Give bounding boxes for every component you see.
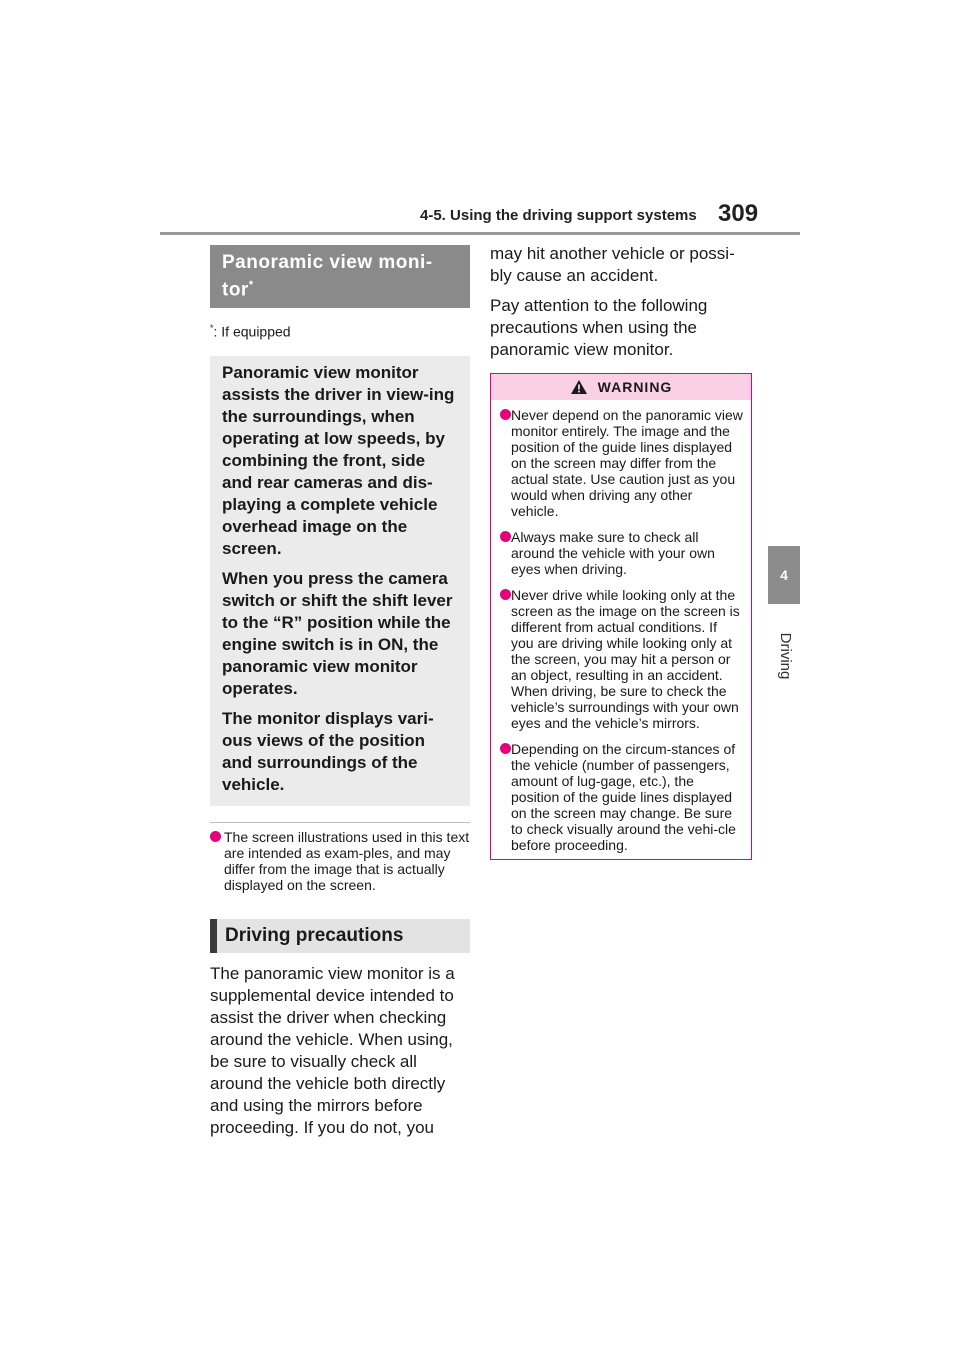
header-divider [160, 232, 800, 235]
footnote-mark: * [210, 323, 214, 334]
note-item [210, 829, 470, 893]
bullet-icon [500, 743, 511, 754]
chapter-label: Driving [777, 632, 794, 680]
section-title: 4-5. Using the driving support systems [420, 207, 697, 224]
body-paragraph: may hit another vehicle or possi-bly cause an accident. [490, 244, 735, 285]
warning-title: WARNING [597, 379, 673, 395]
summary-box [210, 356, 470, 806]
body-paragraph: Pay attention to the following precautions when using the panoramic view monitor. [490, 296, 708, 359]
summary-paragraph: When you press the camera switch or shift the shift lever to the “R” position while the engine switch is in ON, the panoramic view monitor operates. [222, 568, 453, 698]
heading-asterisk: * [248, 279, 254, 291]
warning-list [491, 400, 751, 859]
bullet-icon [500, 409, 511, 420]
warning-text: Never drive while looking only at the screen as the image on the screen is different from actual conditions. If you are driving while looking only at the screen, you may hit a person or an object, resulting in an accident. When driving, be sure to check the vehicle’s surroundings with your own eyes and the vehicle’s mirrors. [511, 587, 740, 731]
note-divider [210, 822, 470, 823]
warning-item [501, 741, 743, 853]
warning-text: Never depend on the panoramic view monitor entirely. The image and the position of the guide lines displayed on the screen may differ from the actual state. Use caution just as you would when driving any other vehicle. [511, 407, 743, 519]
footnote [210, 320, 470, 340]
right-column [490, 243, 752, 860]
section-heading-driving-precautions: Driving precautions [210, 919, 470, 953]
warning-item [501, 587, 743, 731]
page-number: 309 [718, 200, 759, 227]
bullet-icon [500, 531, 511, 542]
note-text: The screen illustrations used in this text are intended as exam-ples, and may differ from the image that is actually displayed on the screen. [224, 828, 470, 893]
left-column [210, 245, 470, 1139]
footnote-text: : If equipped [213, 323, 291, 340]
summary-paragraph: The monitor displays vari-ous views of the position and surroundings of the vehicle. [222, 708, 434, 794]
bullet-icon [500, 589, 511, 600]
warning-item [501, 407, 743, 519]
body-paragraph: The panoramic view monitor is a supplemental device intended to assist the driver when checking around the vehicle. When using, be sure to visually check all around the vehicle both directly and using the mirrors before proceeding. If you do not, you [210, 963, 455, 1137]
warning-box [490, 373, 752, 860]
heading-text: Panoramic view moni-tor [222, 252, 433, 301]
warning-header [491, 374, 751, 400]
summary-paragraph: Panoramic view monitor assists the driver in view-ing the surroundings, when operating at low speeds, by combining the front, side and rear cameras and dis-playing a complete vehicle overhead image on the screen. [222, 362, 455, 558]
warning-item [501, 529, 743, 577]
warning-triangle-icon [570, 379, 588, 395]
warning-text: Depending on the circum-stances of the vehicle (number of passengers, amount of lug-gage, etc.), the position of the guide lines displayed on the screen may change. Be sure to check visually around the vehi-cle before proceeding. [511, 741, 736, 853]
warning-text: Always make sure to check all around the vehicle with your own eyes when driving. [511, 529, 715, 577]
bullet-icon [210, 831, 221, 842]
chapter-tab: 4 [768, 546, 800, 604]
section-heading-panoramic [210, 245, 470, 308]
